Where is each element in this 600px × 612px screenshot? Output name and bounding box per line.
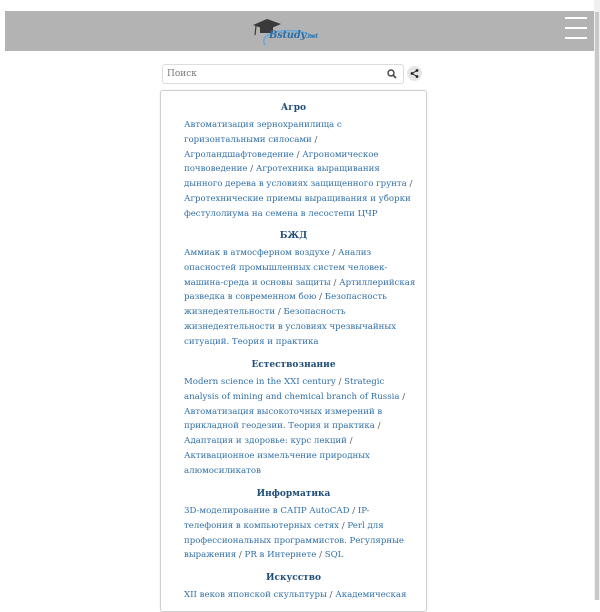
book-link[interactable]: XII веков японской скульптуры	[184, 590, 327, 600]
section-title: Искусство	[265, 573, 322, 583]
book-link[interactable]: Активационное измельчение природных алюмосиликатов	[184, 450, 370, 476]
book-link[interactable]: Адаптация и здоровье: курс лекций	[184, 436, 347, 447]
section-title: Информатика	[256, 489, 331, 499]
book-link[interactable]: Академическая	[335, 590, 407, 600]
book-link[interactable]: Автоматизация зернохранилища с горизонтальными силосами	[184, 120, 342, 145]
logo-text: Bstudy.net	[269, 30, 318, 41]
book-link[interactable]: Безопасность жизнедеятельности	[184, 292, 387, 318]
link-list: XII веков японской скульптуры / Академическая	[184, 590, 407, 600]
book-link[interactable]: Агрономическое почвоведение	[184, 149, 379, 175]
categories-card	[160, 90, 427, 612]
book-link[interactable]: Агротехника выращивания дынного дерева в условиях защищенного грунта	[184, 164, 407, 190]
book-link[interactable]: Автоматизация высокоточных измерений в прикладной геодезии. Теория и практика	[184, 406, 383, 432]
category-section-bzhd	[161, 229, 426, 350]
book-link[interactable]: Безопасность жизнедеятельности в условиях чрезвычайных ситуаций. Теория и практика	[184, 307, 397, 347]
category-section-informatics	[161, 487, 426, 563]
hamburger-icon-bar	[565, 17, 587, 19]
hamburger-menu-button[interactable]	[565, 17, 587, 43]
hamburger-icon-bar	[565, 27, 587, 29]
book-link[interactable]: Strategic analysis of mining and chemical branch of Russia	[184, 377, 400, 402]
link-list: Modern science in the XXI century / Strategic analysis of mining and chemical branch of Russia / Автоматизация высокоточных измерений в прикладной геодезии. Теория и практика / Адаптация и здоровье: курс лекций / Активационное измельчение природных алюмосиликатов	[184, 377, 406, 476]
link-list: 3D-моделирование в САПР AutoCAD / IP-телефония в компьютерных сетях / Perl для профессиональных программистов. Регулярные выражения / PR в Интернете / SQL	[184, 506, 405, 561]
book-link[interactable]: Артиллерийская разведка в современном бою	[184, 277, 416, 303]
search-input[interactable]	[167, 67, 377, 81]
category-section-natural-science	[161, 358, 426, 479]
category-section-art	[161, 571, 426, 603]
book-link[interactable]: Анализ опасностей промышленных систем человек-машина-среда и основы защиты	[184, 248, 388, 288]
book-link[interactable]: PR в Интернете	[244, 550, 317, 561]
category-section-agro	[161, 101, 426, 222]
section-title: Агро	[280, 103, 307, 113]
link-list: Автоматизация зернохранилища с горизонтальными силосами / Агроландшафтоведение / Агрономическое почвоведение / Агротехника выращивания дынного дерева в условиях защищенного грунта / Агротехнические приемы выращивания и уборки фестулолиума на семена в лесостепи ЦЧР	[184, 120, 413, 219]
search-icon[interactable]	[387, 69, 397, 79]
book-link[interactable]: Агротехнические приемы выращивания и уборки фестулолиума на семена в лесостепи ЦЧР	[184, 193, 411, 219]
link-list: Аммиак в атмосферном воздухе / Анализ опасностей промышленных систем человек-машина-среда и основы защиты / Артиллерийская разведка в современном бою / Безопасность жизнедеятельности / Безопасность жизнедеятельности в условиях чрезвычайных ситуаций. Теория и практика	[184, 248, 416, 347]
book-link[interactable]: Perl для профессиональных программистов. Регулярные выражения	[184, 520, 405, 561]
book-link[interactable]: SQL	[324, 550, 344, 561]
scrollbar-thumb[interactable]	[595, 12, 599, 600]
share-button[interactable]	[407, 66, 422, 81]
hamburger-icon-bar	[565, 37, 587, 39]
site-header	[5, 11, 595, 51]
site-logo[interactable]	[251, 15, 321, 49]
book-link[interactable]: 3D-моделирование в САПР AutoCAD	[184, 506, 350, 516]
section-title: Естествознание	[251, 360, 336, 370]
book-link[interactable]: IP-телефония в компьютерных сетях	[184, 506, 370, 531]
search-box	[162, 64, 404, 84]
share-icon	[410, 69, 419, 78]
book-link[interactable]: Аммиак в атмосферном воздухе	[184, 248, 330, 258]
page-scrollbar[interactable]	[594, 0, 600, 600]
book-link[interactable]: Агроландшафтоведение	[184, 149, 294, 160]
book-link[interactable]: Modern science in the XXI century	[184, 377, 336, 387]
section-title: БЖД	[279, 231, 308, 241]
